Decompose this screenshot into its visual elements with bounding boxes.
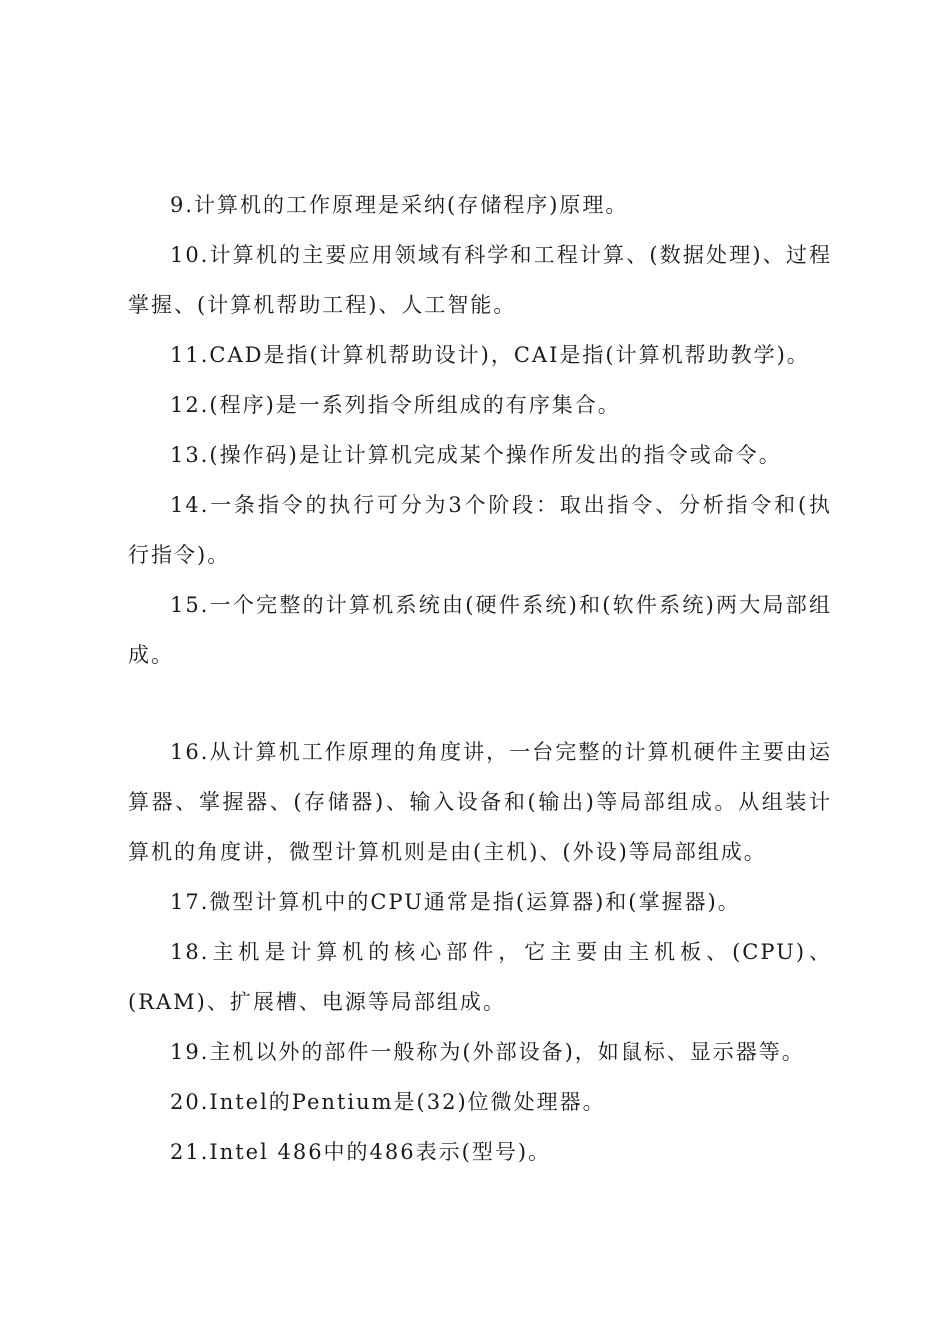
question-item-19: 19.主机以外的部件一般称为(外部设备)，如鼠标、显示器等。 <box>170 1040 805 1064</box>
question-list-part-2 <box>128 727 832 1177</box>
question-list-part-1 <box>128 180 832 680</box>
question-item-20: 20.Intel的Pentium是(32)位微处理器。 <box>170 1090 606 1114</box>
question-item-10: 10.计算机的主要应用领域有科学和工程计算、(数据处理)、过程掌握、(计算机帮助工程)、人工智能。 <box>128 243 832 317</box>
question-item-21: 21.Intel 486中的486表示(型号)。 <box>170 1140 552 1164</box>
question-item-16: 16.从计算机工作原理的角度讲，一台完整的计算机硬件主要由运算器、掌握器、(存储器)、输入设备和(输出)等局部组成。从组装计算机的角度讲，微型计算机则是由(主机)、(外设)等局部组成。 <box>128 740 832 864</box>
question-item-12: 12.(程序)是一系列指令所组成的有序集合。 <box>170 393 621 417</box>
question-item-13: 13.(操作码)是让计算机完成某个操作所发出的指令或命令。 <box>170 443 782 467</box>
question-item-17: 17.微型计算机中的CPU通常是指(运算器)和(掌握器)。 <box>170 890 741 914</box>
question-item-18: 18.主机是计算机的核心部件，它主要由主机板、(CPU)、(RAM)、扩展槽、电源等局部组成。 <box>128 940 832 1014</box>
question-item-15: 15.一个完整的计算机系统由(硬件系统)和(软件系统)两大局部组成。 <box>128 593 832 667</box>
question-item-11: 11.CAD是指(计算机帮助设计)，CAI是指(计算机帮助教学)。 <box>170 343 810 367</box>
question-item-9: 9.计算机的工作原理是采纳(存储程序)原理。 <box>170 193 629 217</box>
question-item-14: 14.一条指令的执行可分为3个阶段：取出指令、分析指令和(执行指令)。 <box>128 493 832 567</box>
